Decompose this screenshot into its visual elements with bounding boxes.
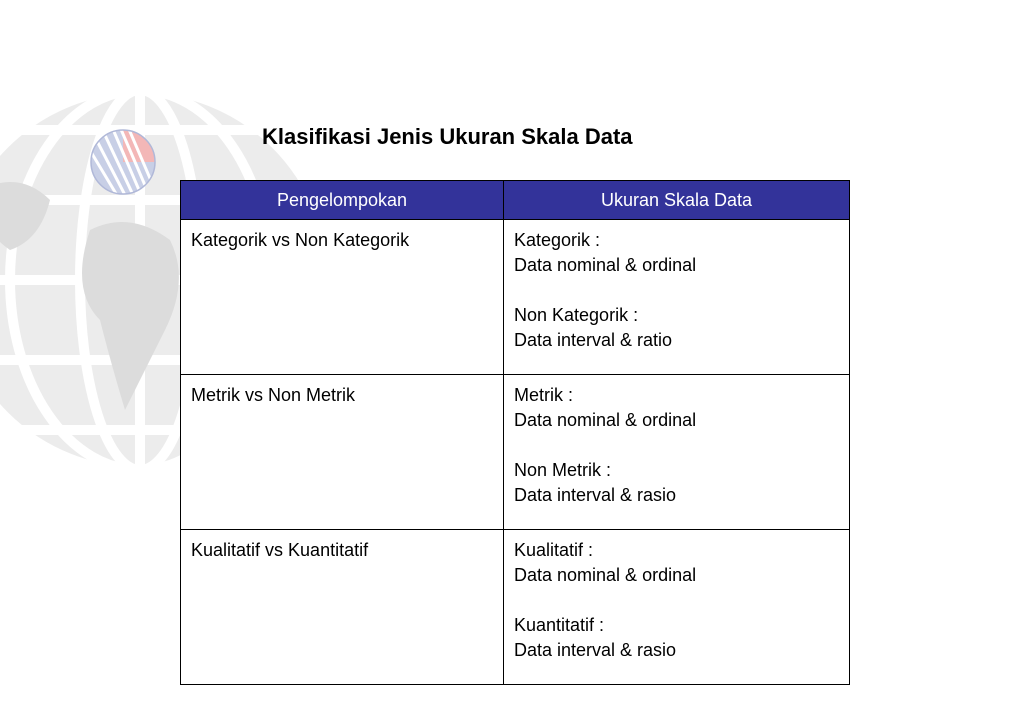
group-cell: Kualitatif vs Kuantitatif — [181, 530, 504, 685]
table-header-row — [181, 181, 850, 220]
group-cell: Kategorik vs Non Kategorik — [181, 220, 504, 375]
scale-line: Data interval & rasio — [514, 485, 677, 505]
scale-cell — [504, 375, 850, 530]
scale-line: Data nominal & ordinal — [514, 565, 697, 585]
scale-line: Kuantitatif : — [514, 615, 605, 635]
scale-line: Non Kategorik : — [514, 305, 639, 325]
table-row — [181, 220, 850, 375]
scale-line: Kualitatif : — [514, 540, 594, 560]
scale-cell — [504, 530, 850, 685]
table-row — [181, 375, 850, 530]
group-cell: Metrik vs Non Metrik — [181, 375, 504, 530]
scale-line: Metrik : — [514, 385, 574, 405]
scale-line: Non Metrik : — [514, 460, 612, 480]
scale-cell — [504, 220, 850, 375]
scale-classification-table — [180, 180, 850, 685]
table-row — [181, 530, 850, 685]
scale-line: Kategorik : — [514, 230, 601, 250]
header-ukuran-skala-data: Ukuran Skala Data — [504, 181, 850, 220]
scale-line: Data nominal & ordinal — [514, 410, 697, 430]
logo-ball-icon — [88, 127, 158, 197]
scale-line: Data interval & ratio — [514, 330, 673, 350]
header-pengelompokan: Pengelompokan — [181, 181, 504, 220]
scale-line: Data nominal & ordinal — [514, 255, 697, 275]
scale-line: Data interval & rasio — [514, 640, 677, 660]
page-title: Klasifikasi Jenis Ukuran Skala Data — [262, 124, 633, 149]
